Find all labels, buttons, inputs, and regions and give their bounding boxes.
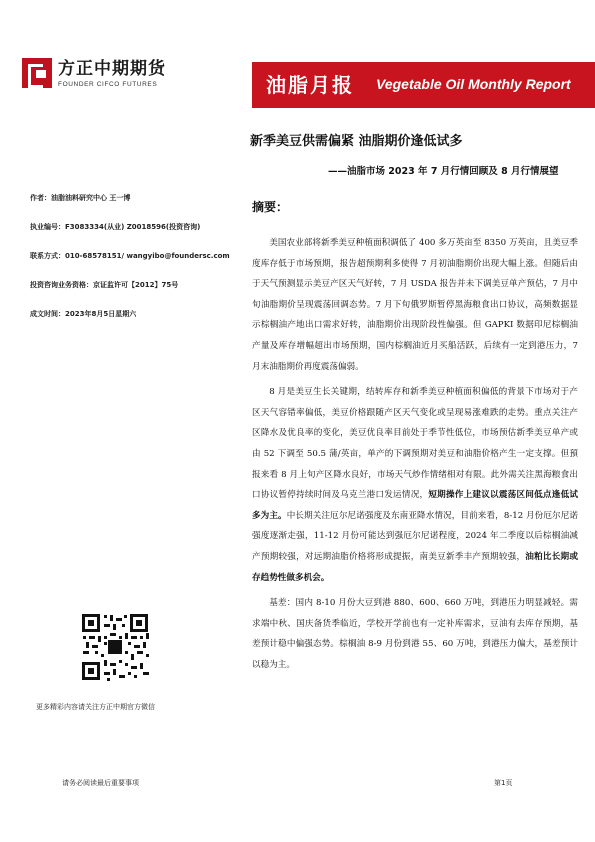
logo-english-name: FOUNDER CIFCO FUTURES — [58, 80, 158, 88]
qr-caption: 更多精彩内容请关注方正中期官方微信 — [36, 703, 155, 711]
license-line: 执业编号：F3083334(从业) Z0018596(投资咨询) — [30, 223, 201, 231]
abstract-body — [252, 233, 578, 680]
report-type-banner — [252, 62, 595, 108]
report-subtitle: ——油脂市场 2023 年 7 月行情回顾及 8 月行情展望 — [328, 166, 559, 177]
banner-english-title: Vegetable Oil Monthly Report — [376, 76, 571, 92]
paragraph-2-bold-a: 短期操作上建议以震荡区间低点逢低试多为主。 — [252, 490, 578, 521]
abstract-paragraph-1: 美国农业部将新季美豆种植面积调低了 400 多万英亩至 8350 万英亩，且美豆季度库存低于市场预期，报告超预期利多使得 7 月初油脂期价出现大幅上涨。但随后由于天气预测显示美豆产区天气好转，7 月 USDA 报告并未下调美豆单产预估，7 月中旬油脂期价呈现震荡回调态势。7 月下旬俄罗斯暂停黑海粮食出口协议，高频数据显示棕榈油产地出口需求好转，油脂期价出现阶段性偏强。但 GAPKI 数据印尼棕榈油产量及库存增幅超出市场预期，国内棕榈油近月买船活跃，后续有一定到港压力，7 月末油脂期价再度震荡偏弱。 — [252, 238, 578, 372]
author-info-panel — [30, 190, 240, 335]
contact-line: 联系方式：010-68578151/ wangyibo@foundersc.com — [30, 252, 230, 260]
author-line: 作者：油脂油料研究中心 王一博 — [30, 194, 131, 202]
banner-chinese-title: 油脂月报 — [266, 73, 354, 97]
abstract-heading: 摘要： — [252, 200, 289, 214]
qualification-line: 投资咨询业务资格：京证监许可【2012】75号 — [30, 281, 179, 289]
report-title: 新季美豆供需偏紧 油脂期价逢低试多 — [250, 134, 463, 149]
abstract-paragraph-3: 基差：国内 8-10 月份大豆到港 880、600、660 万吨，到港压力明显减轻。需求端中秋、国庆备货季临近，学校开学前也有一定补库需求，豆油有去库存预期，基差预计稳中偏强态势。棕榈油 8-9 月份到港 55、60 万吨，到港压力偏大，基差预计以稳为主。 — [252, 598, 578, 670]
footer-disclaimer: 请务必阅读最后重要事项 — [62, 779, 139, 787]
wechat-qr-code — [80, 612, 150, 682]
paragraph-2-text-b: 中长期关注厄尔尼诺强度及东南亚降水情况，目前来看，8-12 月份厄尔尼诺强度逐渐走强，11-12 月份可能达到强厄尔尼诺程度，2024 年二季度以后棕榈油减产预期较强，对远期油脂价格将形成提振，南美豆新季丰产预期较强， — [252, 510, 578, 562]
company-logo — [22, 58, 166, 88]
paragraph-2-bold-b: 油粕比长期或存趋势性做多机会。 — [252, 551, 578, 583]
paragraph-2-text-a: 8 月是美豆生长关键期，结转库存和新季美豆种植面积偏低的背景下市场对于产区天气容错率偏低，美豆价格跟随产区天气变化或呈现易涨难跌的走势。重点关注产区降水及优良率的变化，美豆优良率目前处于季节性低位，市场预估新季美豆单产或由 52 下调至 50.5 蒲/英亩，单产的下调预期对美豆和油脂价格产生一定支撑。但預报来看 8 月上旬产区降水良好，市场天气炒作情绪相对有限。此外需关注黑海粮食出口协议暂停持续时间及乌克兰港口发运情况， — [252, 387, 578, 501]
page-number: 第1页 — [494, 779, 513, 787]
date-line: 成文时间：2023年8月5日星期六 — [30, 310, 137, 318]
logo-chinese-name: 方正中期期货 — [58, 58, 166, 79]
report-header — [0, 0, 595, 112]
abstract-paragraph-2 — [252, 382, 578, 588]
qr-code-icon — [80, 612, 150, 682]
logo-mark-icon — [22, 58, 52, 88]
